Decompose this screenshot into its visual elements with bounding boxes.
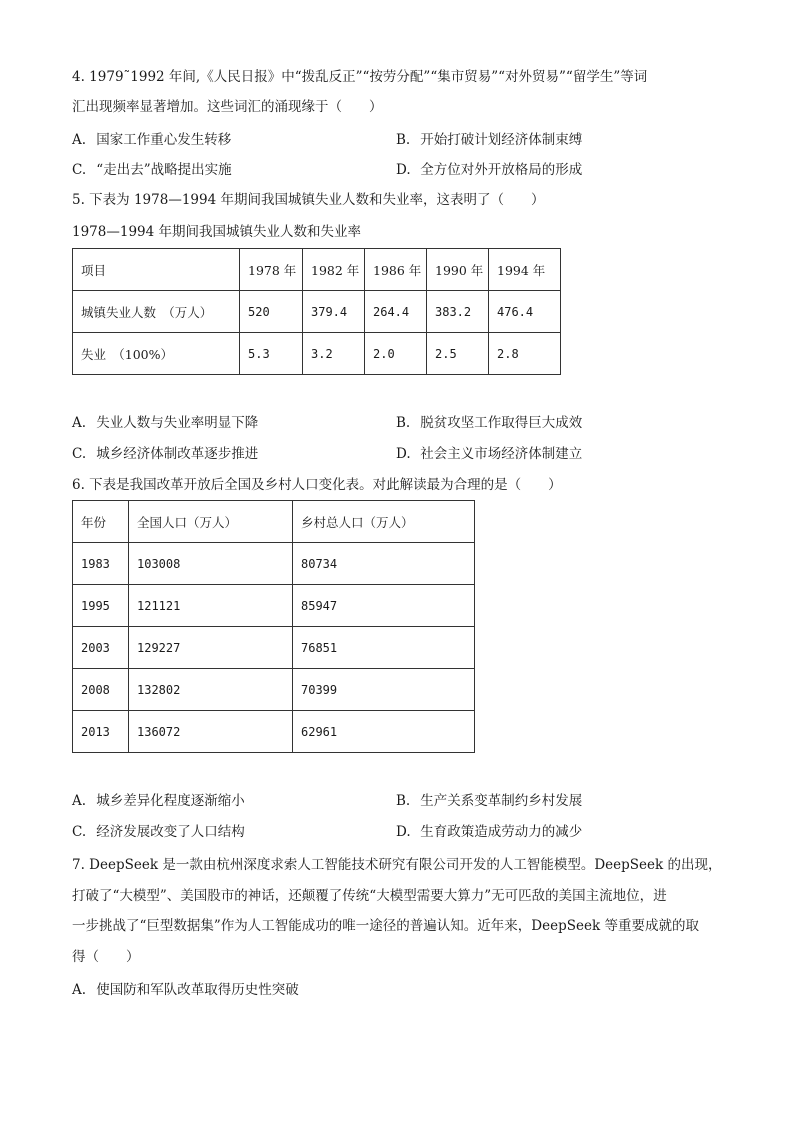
option-label: C.	[72, 162, 87, 178]
table-row	[73, 543, 475, 585]
table-cell: 2.0	[365, 333, 427, 375]
q4-stem-line2: 汇出现频率显著增加。这些词汇的涌现缘于（ ）	[72, 99, 383, 115]
table-cell: 136072	[129, 711, 293, 753]
q4-stem-line1: 4. 1979˜1992 年间,《人民日报》中“拨乱反正”“按劳分配”“集市贸易”“对外贸易”“留学生”等词	[72, 69, 648, 85]
table-row	[73, 669, 475, 711]
option-label: D.	[396, 824, 411, 840]
q5-option-d[interactable]	[396, 444, 582, 464]
table-cell: 85947	[293, 585, 475, 627]
q4-option-a[interactable]	[72, 130, 231, 150]
q5-stem: 5. 下表为 1978—1994 年期间我国城镇失业人数和失业率，这表明了（ ）	[72, 192, 545, 208]
q6-option-b[interactable]	[396, 791, 582, 811]
unemployment-table	[72, 248, 561, 375]
q7-stem-line3: 一步挑战了“巨型数据集”作为人工智能成功的唯一途径的普遍认知。近年来，DeepSeek 等重要成就的取	[72, 918, 699, 934]
table-header-cell: 乡村总人口（万人）	[293, 501, 475, 543]
q4-option-b[interactable]	[396, 130, 582, 150]
table-cell: 103008	[129, 543, 293, 585]
q7-stem-line2: 打破了“大模型”、美国股市的神话，还颠覆了传统“大模型需要大算力”无可匹敌的美国主流地位，进	[72, 888, 667, 904]
table-header-cell: 1986 年	[365, 249, 427, 291]
option-text: 国家工作重心发生转移	[96, 132, 232, 148]
option-text: 全方位对外开放格局的形成	[420, 162, 583, 178]
table-cell: 476.4	[489, 291, 561, 333]
table-cell: 2013	[73, 711, 129, 753]
table-cell: 80734	[293, 543, 475, 585]
option-label: A.	[72, 415, 87, 431]
option-text: 生产关系变革制约乡村发展	[420, 793, 583, 809]
table-header-row	[73, 501, 475, 543]
table-row	[73, 585, 475, 627]
option-label: C.	[72, 446, 87, 462]
option-text: 失业人数与失业率明显下降	[96, 415, 259, 431]
table-header-cell: 1982 年	[303, 249, 365, 291]
option-label: A.	[72, 982, 87, 998]
table-cell: 264.4	[365, 291, 427, 333]
table-cell: 2.5	[427, 333, 489, 375]
option-text: “走出去”战略提出实施	[96, 162, 232, 178]
table-cell: 1995	[73, 585, 129, 627]
table-row	[73, 711, 475, 753]
table-cell: 2003	[73, 627, 129, 669]
table-cell: 5.3	[240, 333, 303, 375]
q4-option-d[interactable]	[396, 160, 582, 180]
table-header-cell: 1994 年	[489, 249, 561, 291]
table-cell: 379.4	[303, 291, 365, 333]
q5-option-c[interactable]	[72, 444, 258, 464]
table-cell: 76851	[293, 627, 475, 669]
q6-stem: 6. 下表是我国改革开放后全国及乡村人口变化表。对此解读最为合理的是（ ）	[72, 477, 562, 493]
table-row	[73, 291, 561, 333]
option-text: 生育政策造成劳动力的减少	[420, 824, 583, 840]
population-table	[72, 500, 475, 753]
q4-option-c[interactable]	[72, 160, 232, 180]
option-label: A.	[72, 132, 87, 148]
option-label: B.	[396, 415, 411, 431]
q6-option-d[interactable]	[396, 822, 582, 842]
q5-table-caption: 1978—1994 年期间我国城镇失业人数和失业率	[72, 224, 362, 240]
option-label: B.	[396, 132, 411, 148]
table-cell: 2008	[73, 669, 129, 711]
table-cell: 62961	[293, 711, 475, 753]
table-cell: 132802	[129, 669, 293, 711]
q6-option-a[interactable]	[72, 791, 245, 811]
q7-stem-line1: 7. DeepSeek 是一款由杭州深度求索人工智能技术研究有限公司开发的人工智能模型。DeepSeek 的出现，	[72, 857, 722, 873]
q5-option-b[interactable]	[396, 413, 582, 433]
q7-option-a[interactable]	[72, 980, 299, 1000]
table-cell: 1983	[73, 543, 129, 585]
table-cell: 70399	[293, 669, 475, 711]
table-header-cell: 全国人口（万人）	[129, 501, 293, 543]
q6-option-c[interactable]	[72, 822, 245, 842]
table-row	[73, 627, 475, 669]
table-cell: 520	[240, 291, 303, 333]
table-cell: 129227	[129, 627, 293, 669]
table-cell: 3.2	[303, 333, 365, 375]
option-text: 经济发展改变了人口结构	[96, 824, 245, 840]
option-label: D.	[396, 162, 411, 178]
option-text: 社会主义市场经济体制建立	[420, 446, 583, 462]
option-text: 脱贫攻坚工作取得巨大成效	[420, 415, 583, 431]
table-cell: 失业 （100%）	[73, 333, 240, 375]
table-header-cell: 1978 年	[240, 249, 303, 291]
option-label: D.	[396, 446, 411, 462]
table-cell: 2.8	[489, 333, 561, 375]
option-label: B.	[396, 793, 411, 809]
q5-option-a[interactable]	[72, 413, 258, 433]
option-label: A.	[72, 793, 87, 809]
option-text: 开始打破计划经济体制束缚	[420, 132, 583, 148]
table-row	[73, 333, 561, 375]
table-header-cell: 项目	[73, 249, 240, 291]
option-text: 使国防和军队改革取得历史性突破	[96, 982, 299, 998]
option-text: 城乡差异化程度逐渐缩小	[96, 793, 245, 809]
table-header-row	[73, 249, 561, 291]
table-cell: 383.2	[427, 291, 489, 333]
table-header-cell: 1990 年	[427, 249, 489, 291]
option-label: C.	[72, 824, 87, 840]
table-header-cell: 年份	[73, 501, 129, 543]
option-text: 城乡经济体制改革逐步推进	[96, 446, 259, 462]
q7-stem-line4: 得（ ）	[72, 949, 140, 965]
table-cell: 121121	[129, 585, 293, 627]
table-cell: 城镇失业人数 （万人）	[73, 291, 240, 333]
